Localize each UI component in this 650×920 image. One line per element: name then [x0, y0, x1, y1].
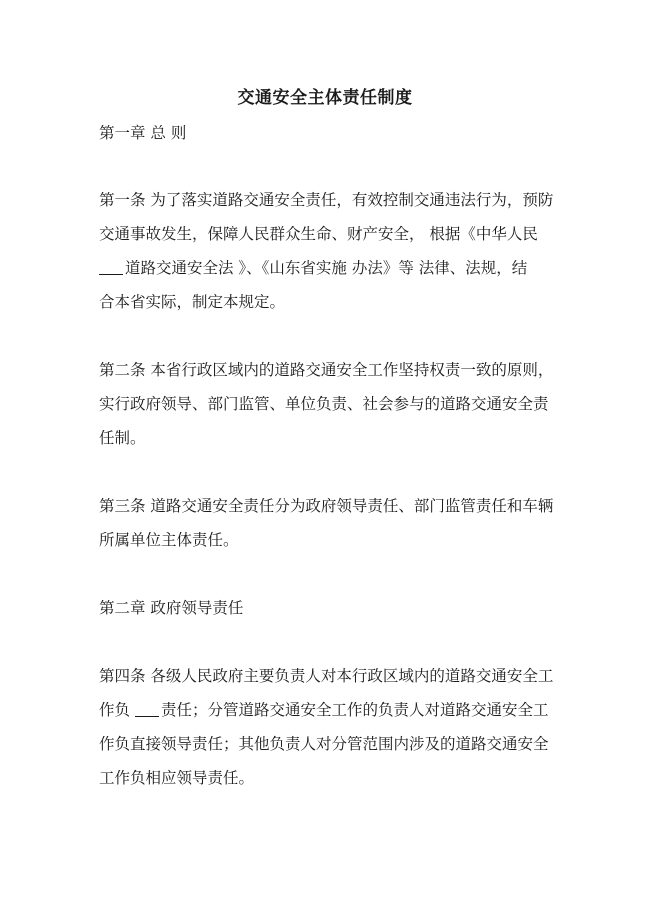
article-4-line: 第四条 各级人民政府主要负责人对本行政区域内的道路交通安全工: [99, 667, 554, 685]
article-4-line-suffix: 责任；分管道路交通安全工作的负责人对道路交通安全工: [160, 701, 549, 719]
article-3-line: 第三条 道路交通安全责任分为政府领导责任、部门监管责任和车辆: [99, 497, 554, 515]
article-2-line: 第二条 本省行政区域内的道路交通安全工作坚持权责一致的原则，: [99, 361, 554, 379]
article-1-line-with-blank: [99, 251, 559, 285]
article-3-line: 所属单位主体责任。: [99, 531, 239, 549]
fill-blank: [135, 700, 159, 717]
fill-blank: [99, 258, 123, 275]
article-1: [99, 183, 559, 319]
article-2-line: 实行政府领导、部门监管、单位负责、社会参与的道路交通安全责: [99, 395, 549, 413]
chapter-1-heading: [99, 116, 559, 150]
chapter-2-text: 第二章 政府领导责任: [99, 599, 244, 617]
article-1-line: 交通事故发生，保障人民群众生命、财产安全， 根据《中华人民: [99, 225, 538, 243]
chapter-2-heading: [99, 591, 559, 625]
chapter-1-text: 第一章 总 则: [99, 124, 187, 142]
article-1-line: 第一条 为了落实道路交通安全责任，有效控制交通违法行为，预防: [99, 191, 554, 209]
article-2-line: 任制。: [99, 429, 146, 447]
article-2: [99, 353, 559, 455]
article-1-line-text: 道路交通安全法 》、《山东省实施 办法》等 法律、法规，结: [125, 259, 528, 277]
article-4-line: 作负直接领导责任；其他负责人对分管范围内涉及的道路交通安全: [99, 735, 549, 753]
article-4-line: 工作负相应领导责任。: [99, 769, 255, 787]
article-3: [99, 489, 559, 557]
article-4-line-with-blank: [99, 693, 559, 727]
article-4-line-prefix: 作负: [99, 701, 135, 719]
article-1-line: 合本省实际，制定本规定。: [99, 293, 286, 311]
article-4: [99, 659, 559, 795]
document-title: 交通安全主体责任制度: [237, 88, 413, 108]
